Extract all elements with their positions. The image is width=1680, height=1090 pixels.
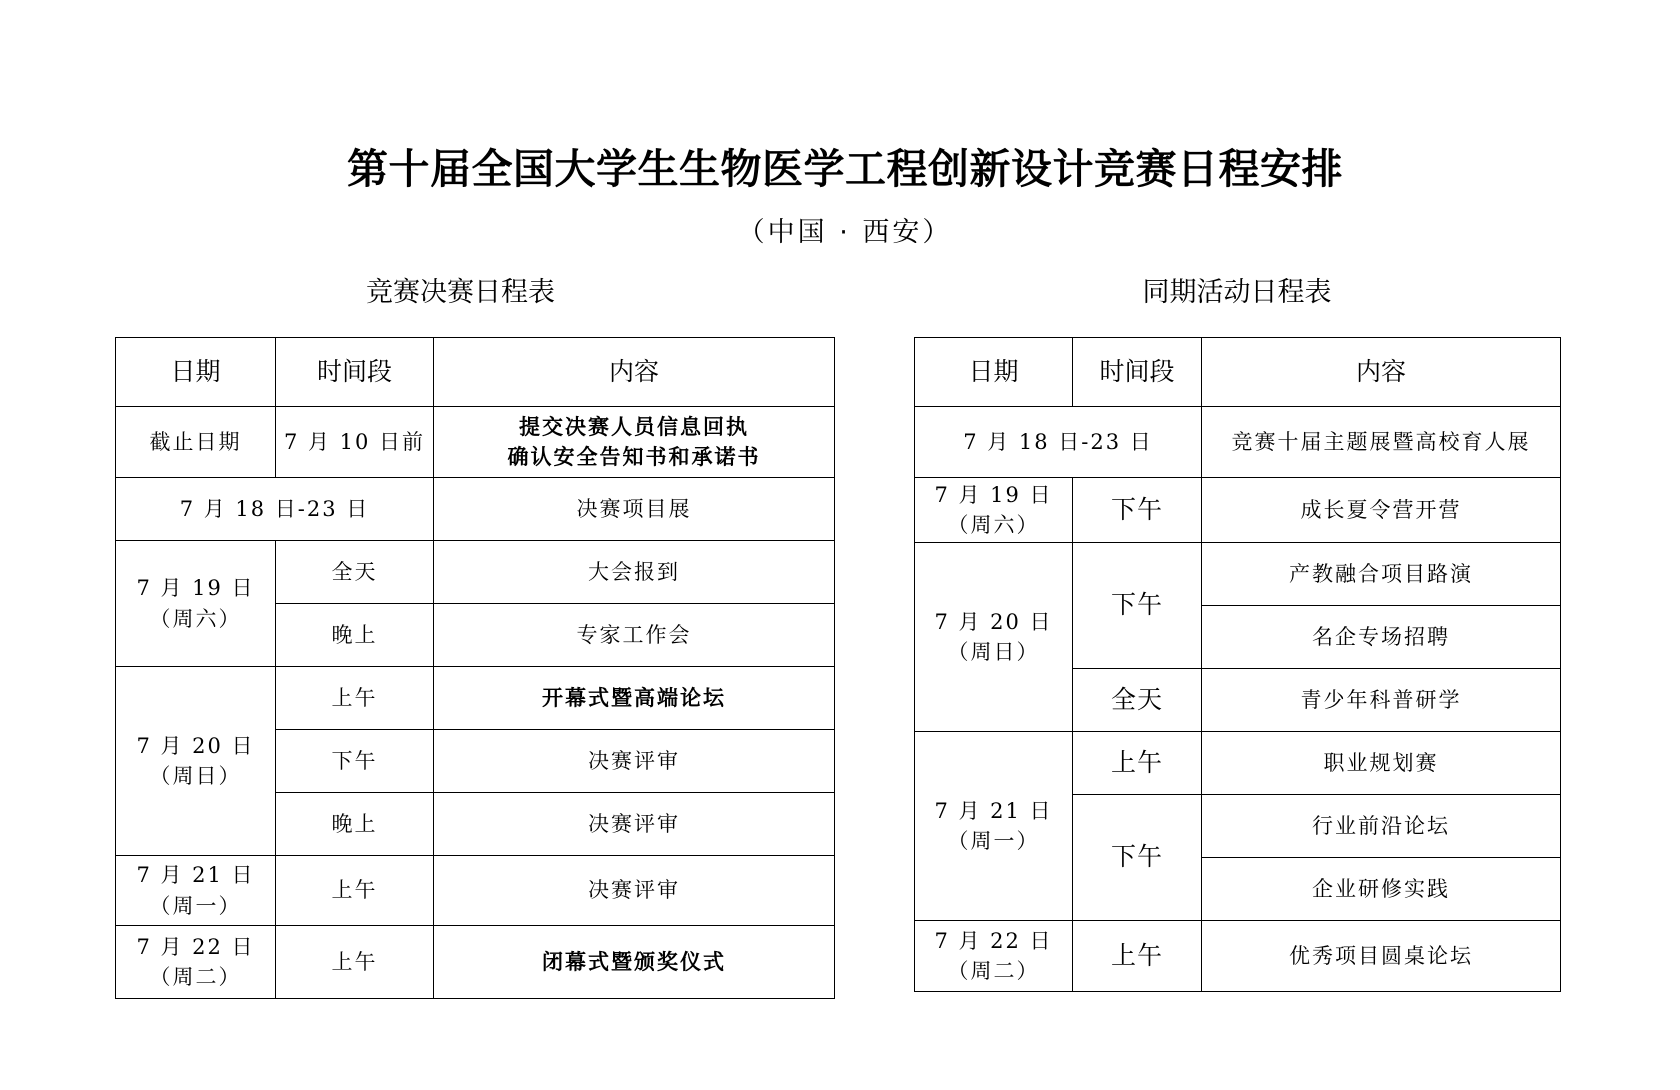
table-row	[116, 856, 835, 926]
table-row	[915, 543, 1561, 606]
date-line: 7 月 21 日	[136, 863, 255, 888]
left-table-title: 竞赛决赛日程表	[366, 277, 555, 308]
table-row	[915, 732, 1561, 795]
date-cell: 截止日期	[116, 407, 276, 478]
content-cell: 优秀项目圆桌论坛	[1202, 921, 1561, 992]
date-cell	[915, 921, 1073, 992]
table-row	[915, 407, 1561, 478]
slot-cell: 下午	[1073, 543, 1202, 669]
content-cell: 决赛评审	[434, 793, 835, 856]
slot-cell: 上午	[276, 667, 434, 730]
date-line: 7 月 22 日	[934, 928, 1053, 953]
weekday-line: （周二）	[947, 959, 1040, 983]
header-content: 内容	[1202, 338, 1561, 407]
date-line: 7 月 19 日	[136, 576, 255, 601]
date-line: 7 月 21 日	[934, 798, 1053, 823]
weekday-line: （周一）	[947, 829, 1040, 853]
content-cell: 产教融合项目路演	[1202, 543, 1561, 606]
content-cell: 专家工作会	[434, 604, 835, 667]
date-line: 7 月 19 日	[934, 482, 1053, 507]
date-cell: 7 月 18 日-23 日	[915, 407, 1202, 478]
date-cell	[116, 541, 276, 667]
table-row	[116, 926, 835, 999]
slot-cell: 上午	[1073, 732, 1202, 795]
slot-cell: 上午	[276, 856, 434, 926]
date-cell	[915, 732, 1073, 921]
content-cell: 决赛评审	[434, 856, 835, 926]
weekday-line: （周日）	[149, 764, 242, 788]
right-table-title: 同期活动日程表	[1142, 277, 1332, 308]
slot-cell: 晚上	[276, 604, 434, 667]
slot-cell: 下午	[1073, 795, 1202, 921]
slot-cell: 全天	[276, 541, 434, 604]
slot-cell: 7 月 10 日前	[276, 407, 434, 478]
weekday-line: （周日）	[947, 640, 1040, 664]
weekday-line: （周一）	[149, 893, 242, 918]
slot-cell: 下午	[276, 730, 434, 793]
page-title: 第十届全国大学生生物医学工程创新设计竞赛日程安排	[347, 145, 1343, 193]
content-cell: 决赛项目展	[434, 478, 835, 541]
content-cell: 青少年科普研学	[1202, 669, 1561, 732]
table-header-row	[116, 338, 835, 407]
date-line: 7 月 20 日	[136, 733, 255, 758]
table-row	[116, 667, 835, 730]
content-cell: 名企专场招聘	[1202, 606, 1561, 669]
table-row	[116, 541, 835, 604]
slot-cell: 下午	[1073, 478, 1202, 543]
date-line: 7 月 20 日	[934, 609, 1053, 634]
page-subtitle: （中国 · 西安）	[737, 217, 953, 248]
competition-schedule-table	[115, 337, 835, 999]
table-row	[116, 478, 835, 541]
table-row	[915, 478, 1561, 543]
date-cell	[915, 478, 1073, 543]
slot-cell: 上午	[1073, 921, 1202, 992]
date-cell	[116, 856, 276, 926]
header-date: 日期	[915, 338, 1073, 407]
content-cell: 大会报到	[434, 541, 835, 604]
content-cell: 闭幕式暨颁奖仪式	[434, 926, 835, 999]
date-cell: 7 月 18 日-23 日	[116, 478, 434, 541]
header-date: 日期	[116, 338, 276, 407]
header-content: 内容	[434, 338, 835, 407]
header-slot: 时间段	[276, 338, 434, 407]
content-cell: 企业研修实践	[1202, 858, 1561, 921]
content-cell: 成长夏令营开营	[1202, 478, 1561, 543]
table-row	[116, 407, 835, 478]
slot-cell: 全天	[1073, 669, 1202, 732]
weekday-line: （周六）	[149, 606, 242, 631]
slot-cell: 晚上	[276, 793, 434, 856]
content-line: 确认安全告知书和承诺书	[507, 444, 761, 469]
date-line: 7 月 22 日	[136, 934, 255, 959]
weekday-line: （周二）	[149, 965, 242, 989]
table-row	[915, 921, 1561, 992]
date-cell	[915, 543, 1073, 732]
content-cell: 职业规划赛	[1202, 732, 1561, 795]
date-cell	[116, 667, 276, 856]
content-line: 提交决赛人员信息回执	[519, 413, 749, 439]
content-cell: 决赛评审	[434, 730, 835, 793]
content-cell	[434, 407, 835, 478]
header-slot: 时间段	[1073, 338, 1202, 407]
weekday-line: （周六）	[947, 513, 1040, 537]
slot-cell: 上午	[276, 926, 434, 999]
content-cell: 开幕式暨高端论坛	[434, 667, 835, 730]
content-cell: 行业前沿论坛	[1202, 795, 1561, 858]
content-cell: 竞赛十届主题展暨高校育人展	[1202, 407, 1561, 478]
concurrent-activities-table	[914, 337, 1561, 992]
date-cell	[116, 926, 276, 999]
table-header-row	[915, 338, 1561, 407]
